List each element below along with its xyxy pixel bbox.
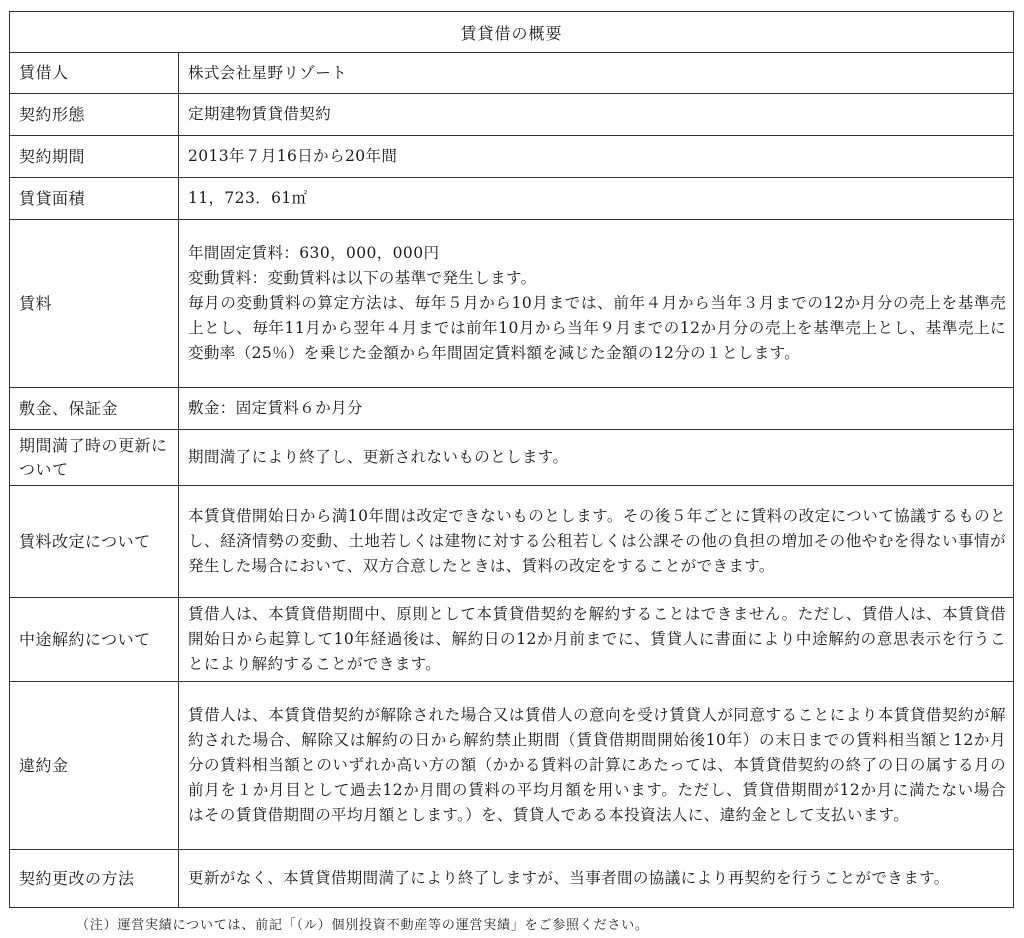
row-value — [179, 220, 1014, 388]
value-line: 年間固定賃料：630，000，000円 — [188, 244, 440, 262]
table-row-contract-type — [10, 94, 1014, 136]
footnote: （注）運営実績については、前記「（ル）個別投資不動産等の運営実績」をご参照ください。 — [76, 918, 649, 933]
table-row-contract-renewal-method — [10, 850, 1014, 908]
row-label: 賃貸面積 — [10, 178, 179, 220]
row-label: 中途解約について — [10, 598, 179, 682]
row-label: 違約金 — [10, 682, 179, 850]
table-row-lessee — [10, 53, 1014, 94]
value-line: 本賃貸借開始日から満10年間は改定できないものとします。その後５年ごとに賃料の改定について協議するものとし、経済情勢の変動、土地若しくは建物に対する公租若しくは公課その他の負担の増加その他やむを得ない事情が発生した場合において、双方合意したときは、賃料の改定をすることができます。 — [188, 507, 1006, 575]
row-label: 契約期間 — [10, 136, 179, 178]
table-row-contract-period — [10, 136, 1014, 178]
table-row-deposit — [10, 388, 1014, 430]
table-header-row — [10, 12, 1014, 53]
value-line: 毎月の変動賃料の算定方法は、毎年５月から10月までは、前年４月から当年３月までの12か月分の売上を基準売上とし、毎年11月から翌年４月までは前年10月から当年９月までの12か月分の売上を基準売上とし、基準売上に変動率（25％）を乗じた金額から年間固定賃料額を減じた金額の12分の１とします。 — [188, 294, 1006, 362]
value-line: 期間満了により終了し、更新されないものとします。 — [188, 448, 569, 466]
row-value — [179, 598, 1014, 682]
lease-summary-table — [9, 11, 1014, 908]
table-row-early-termination — [10, 598, 1014, 682]
row-label: 契約更改の方法 — [10, 850, 179, 908]
row-value — [179, 53, 1014, 94]
value-line: 賃借人は、本賃貸借契約が解除された場合又は賃借人の意向を受け賃貸人が同意することにより本賃貸借契約が解約された場合、解除又は解約の日から解約禁止期間（賃貸借期間開始後10年）の末日までの賃料相当額と12か月分の賃料相当額とのいずれか高い方の額（かかる賃料の計算にあたっては、本賃貸借契約の終了の日の属する月の前月を１か月目として過去12か月間の賃料の平均月額を用います。ただし、賃貸借期間が12か月に満たない場合はその賃貸借期間の平均月額とします。）を、賃貸人である本投資法人に、違約金として支払います。 — [188, 706, 1006, 824]
value-line: 2013年７月16日から20年間 — [188, 147, 398, 165]
row-value — [179, 178, 1014, 220]
value-line: 定期建物賃貸借契約 — [188, 105, 332, 123]
row-value — [179, 430, 1014, 486]
row-label: 契約形態 — [10, 94, 179, 136]
row-value — [179, 850, 1014, 908]
row-label: 敷金、保証金 — [10, 388, 179, 430]
value-line: 敷金：固定賃料６か月分 — [188, 399, 363, 417]
value-line: 賃借人は、本賃貸借期間中、原則として本賃貸借契約を解約することはできません。ただし、賃借人は、本賃貸借開始日から起算して10年経過後は、解約日の12か月前までに、賃貸人に書面により中途解約の意思表示を行うことにより解約することができます。 — [188, 605, 1006, 673]
table-title: 賃貸借の概要 — [10, 12, 1014, 53]
table-row-rent-revision — [10, 486, 1014, 598]
table-row-rent — [10, 220, 1014, 388]
table-row-renewal — [10, 430, 1014, 486]
table-row-penalty — [10, 682, 1014, 850]
table-row-leased-area — [10, 178, 1014, 220]
value-line: 11，723．61㎡ — [188, 189, 308, 207]
row-label: 賃料改定について — [10, 486, 179, 598]
row-label: 期間満了時の更新について — [10, 430, 179, 486]
row-value — [179, 136, 1014, 178]
row-label: 賃借人 — [10, 53, 179, 94]
value-line: 株式会社星野リゾート — [188, 63, 348, 82]
value-line: 更新がなく、本賃貸借期間満了により終了しますが、当事者間の協議により再契約を行うことができます。 — [188, 869, 950, 887]
row-value — [179, 486, 1014, 598]
row-value — [179, 388, 1014, 430]
row-label: 賃料 — [10, 220, 179, 388]
row-value — [179, 682, 1014, 850]
value-line: 変動賃料：変動賃料は以下の基準で発生します。 — [188, 269, 537, 287]
row-value — [179, 94, 1014, 136]
